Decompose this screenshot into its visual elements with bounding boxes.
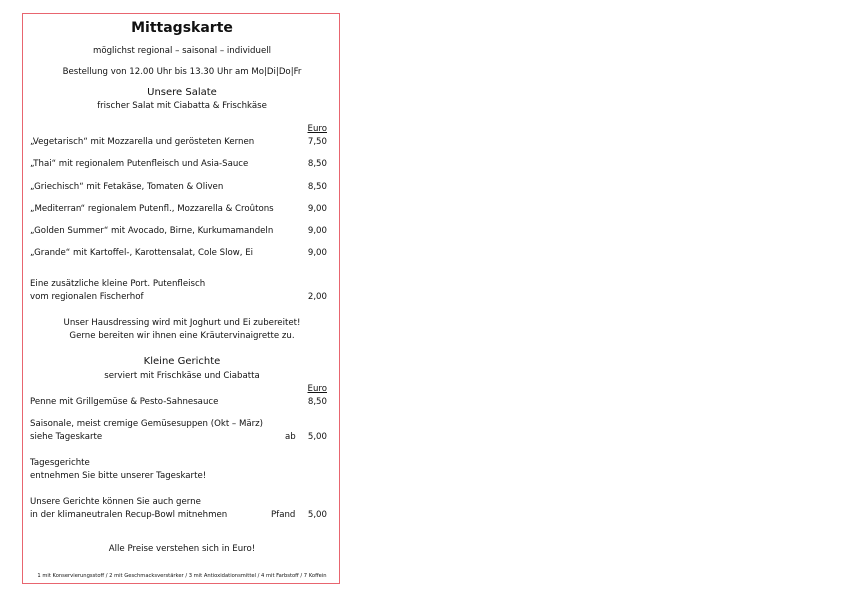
- penne-name: Penne mit Grillgemüse & Pesto-Sahnesauce: [30, 397, 219, 407]
- daily-dishes-line1: Tagesgerichte: [30, 458, 90, 468]
- salad-item-price: 7,50: [307, 137, 327, 147]
- salad-item-price: 9,00: [307, 226, 327, 236]
- menu-title: Mittagskarte: [131, 20, 233, 36]
- daily-dishes-line2: entnehmen Sie bitte unserer Tageskarte!: [30, 471, 207, 481]
- salad-item-price: 8,50: [307, 182, 327, 192]
- order-hours: Bestellung von 12.00 Uhr bis 13.30 Uhr am Mo|Di|Do|Fr: [62, 67, 302, 77]
- dressing-note-2: Gerne bereiten wir ihnen eine Kräutervinaigrette zu.: [69, 331, 295, 341]
- small-dishes-currency-header: Euro: [307, 384, 327, 394]
- bowl-deposit-label: Pfand: [271, 510, 296, 520]
- salad-item-name: „Golden Summer“ mit Avocado, Birne, Kurkumamandeln: [30, 226, 274, 236]
- salad-item-name: „Mediterran“ regionalem Putenfl., Mozzarella & Croûtons: [30, 204, 274, 214]
- small-dishes-subheading: serviert mit Frischkäse und Ciabatta: [104, 371, 260, 381]
- salad-item-name: „Thai“ mit regionalem Putenfleisch und Asia-Sauce: [30, 159, 249, 169]
- salads-subheading: frischer Salat mit Ciabatta & Frischkäse: [97, 101, 267, 111]
- tagline: möglichst regional – saisonal – individuell: [92, 46, 272, 56]
- allergen-footnote: 1 mit Konservierungsstoff / 2 mit Geschmacksverstärker / 3 mit Antioxidationsmittel / 4 mit Farbstoff / 7 Koffein: [37, 573, 327, 579]
- salad-item-name: „Vegetarisch“ mit Mozzarella und gerösteten Kernen: [30, 137, 255, 147]
- small-dishes-heading: Kleine Gerichte: [143, 356, 221, 367]
- penne-price: 8,50: [307, 397, 327, 407]
- extra-portion-price: 2,00: [307, 292, 327, 302]
- salad-item-name: „Grande“ mit Kartoffel-, Karottensalat, Cole Slow, Ei: [30, 248, 254, 258]
- soup-line2: siehe Tageskarte: [30, 432, 103, 442]
- salad-item-price: 8,50: [307, 159, 327, 169]
- salads-heading: Unsere Salate: [147, 87, 217, 98]
- price-note: Alle Preise verstehen sich in Euro!: [108, 544, 256, 554]
- salad-item-price: 9,00: [307, 204, 327, 214]
- salads-currency-header: Euro: [307, 124, 327, 134]
- extra-portion-line1: Eine zusätzliche kleine Port. Putenfleisch: [30, 279, 206, 289]
- salad-item-price: 9,00: [307, 248, 327, 258]
- bowl-line1: Unsere Gerichte können Sie auch gerne: [30, 497, 201, 507]
- soup-price-prefix: ab: [285, 432, 296, 442]
- extra-portion-line2: vom regionalen Fischerhof: [30, 292, 144, 302]
- dressing-note-1: Unser Hausdressing wird mit Joghurt und Ei zubereitet!: [63, 318, 301, 328]
- soup-price: 5,00: [307, 432, 327, 442]
- bowl-line2: in der klimaneutralen Recup-Bowl mitnehmen: [30, 510, 228, 520]
- salad-item-name: „Griechisch“ mit Fetakäse, Tomaten & Oliven: [30, 182, 224, 192]
- menu-card: [22, 13, 340, 584]
- soup-line1: Saisonale, meist cremige Gemüsesuppen (Okt – März): [30, 419, 264, 429]
- bowl-deposit-price: 5,00: [307, 510, 327, 520]
